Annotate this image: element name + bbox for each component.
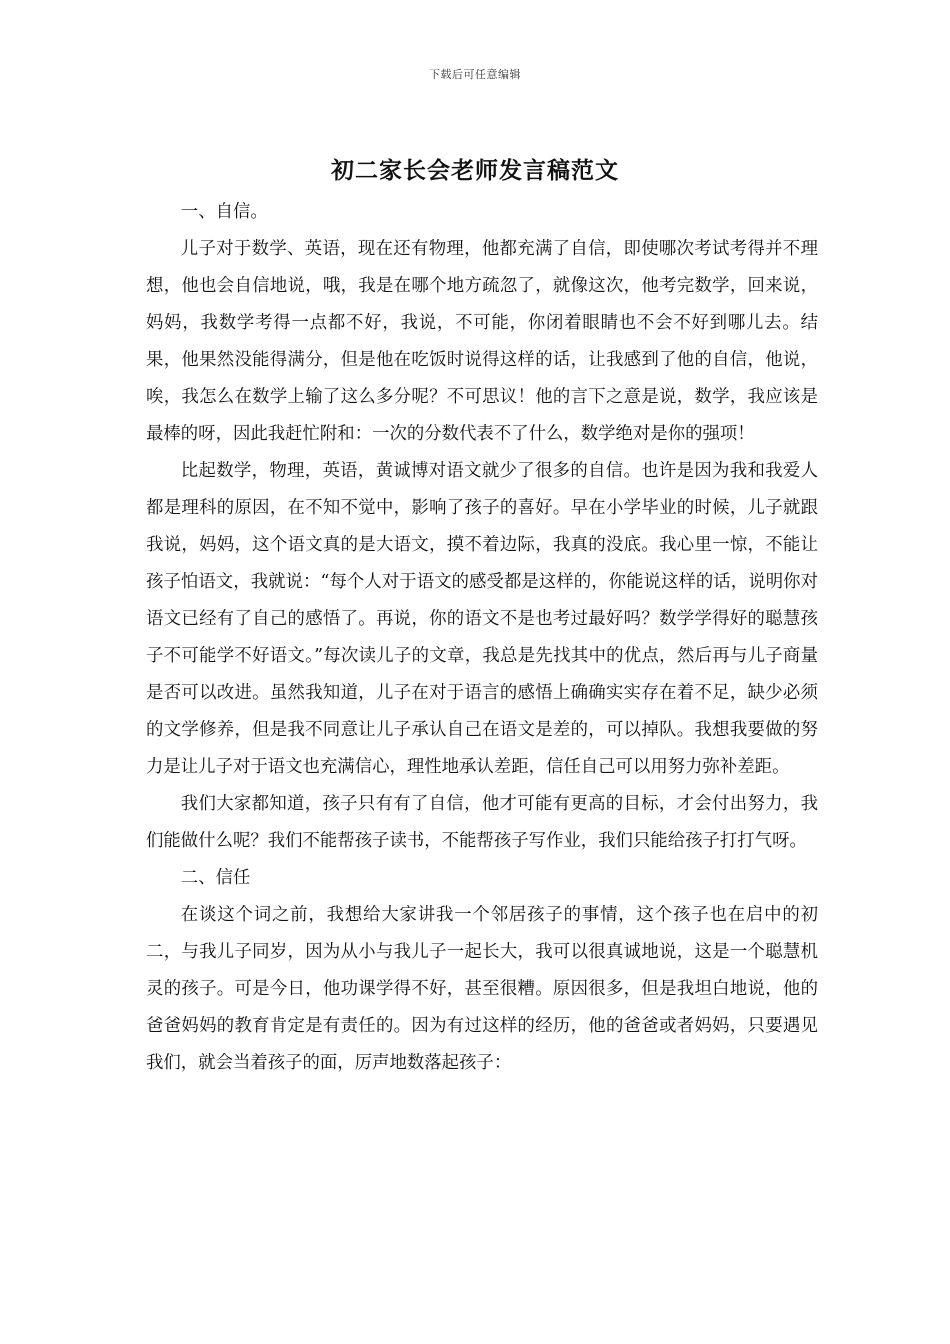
paragraph: 儿子对于数学、英语，现在还有物理，他都充满了自信，即使哪次考试考得并不理想，他也会自信地说，哦，我是在哪个地方疏忽了，就像这次，他考完数学，回来说，妈妈，我数学考得一点都不好，我说，不可能，你闭着眼睛也不会不好到哪儿去。结果，他果然没能得满分，但是他在吃饭时说得这样的话，让我感到了他的自信，他说，唉，我怎么在数学上输了这么多分呢？不可思议！他的言下之意是说，数学，我应该是最棒的呀，因此我赶忙附和：一次的分数代表不了什么，数学绝对是你的强项！: [146, 239, 818, 444]
paragraph: 比起数学，物理，英语，黄诚博对语文就少了很多的自信。也许是因为我和我爱人都是理科的原因，在不知不觉中，影响了孩子的喜好。早在小学毕业的时候，儿子就跟我说，妈妈，这个语文真的是大语文，摸不着边际，我真的没底。我心里一惊，不能让孩子怕语文，我就说：“每个人对于语文的感受都是这样的，你能说这样的话，说明你对语文已经有了自己的感悟了。再说，你的语文不是也考过最好吗？数学学得好的聪慧孩子不可能学不好语文。”每次读儿子的文章，我总是先找其中的优点，然后再与儿子商量是否可以改进。虽然我知道，儿子在对于语言的感悟上确确实实存在着不足，缺少必须的文学修养，但是我不同意让儿子承认自己在语文是差的，可以掉队。我想我要做的努力是让儿子对于语文也充满信心，理性地承认差距，信任自己可以用努力弥补差距。: [146, 461, 818, 777]
heading-confidence: 一、自信。: [180, 202, 268, 222]
paragraph: 在谈这个词之前，我想给大家讲我一个邻居孩子的事情，这个孩子也在启中的初二，与我儿子同岁，因为从小与我儿子一起长大，我可以很真诚地说，这是一个聪慧机灵的孩子。可是今日，他功课学得不好，甚至很糟。原因很多，但是我坦白地说，他的爸爸妈妈的教育肯定是有责任的。因为有过这样的经历，他的爸爸或者妈妈，只要遇见我们，就会当着孩子的面，厉声地数落起孩子：: [146, 905, 818, 1073]
heading-trust: 二、信任: [180, 868, 251, 888]
document-body: [146, 194, 818, 1082]
paragraph: 我们大家都知道，孩子只有有了自信，他才可能有更高的目标，才会付出努力，我们能做什么呢？我们不能帮孩子读书，不能帮孩子写作业，我们只能给孩子打打气呀。: [146, 794, 818, 851]
header-note: 下载后可任意编辑: [429, 68, 521, 81]
document-title: 初二家长会老师发言稿范文: [331, 157, 619, 184]
